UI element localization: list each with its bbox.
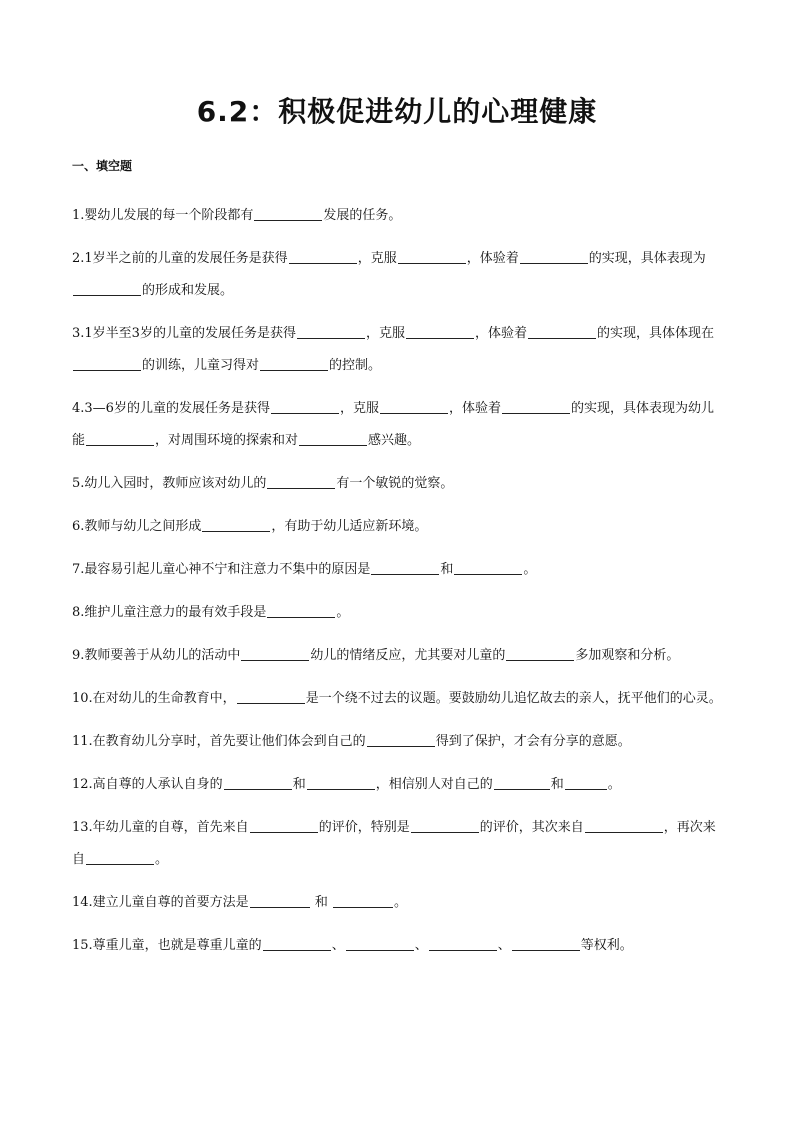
answer-blank[interactable] [367, 732, 435, 747]
question-11: 11.在教育幼儿分享时，首先要让他们体会到自己的 得到了保护，才会有分享的意愿。 [72, 734, 631, 749]
question-2: 2.1岁半之前的儿童的发展任务是获得 ，克服 ，体验着 的实现，具体表现为的形成和发展。 [72, 251, 706, 298]
answer-blank[interactable] [512, 936, 580, 951]
answer-blank[interactable] [297, 324, 365, 339]
answer-blank[interactable] [263, 936, 331, 951]
question-5: 5.幼儿入园时，教师应该对幼儿的 有一个敏锐的觉察。 [72, 476, 454, 491]
question-1: 1.婴幼儿发展的每一个阶段都有 发展的任务。 [72, 208, 402, 223]
question-7: 7.最容易引起儿童心神不宁和注意力不集中的原因是 和 。 [72, 562, 537, 577]
answer-blank[interactable] [254, 206, 322, 221]
answer-blank[interactable] [528, 324, 596, 339]
answer-blank[interactable] [202, 517, 270, 532]
answer-blank[interactable] [267, 603, 335, 618]
question-15: 15.尊重儿童，也就是尊重儿童的 、 、 、 等权利。 [72, 938, 633, 953]
answer-blank[interactable] [333, 893, 393, 908]
answer-blank[interactable] [241, 646, 309, 661]
answer-blank[interactable] [411, 818, 479, 833]
answer-blank[interactable] [406, 324, 474, 339]
question-14: 14.建立儿童自尊的首要方法是 和 。 [72, 895, 407, 910]
answer-blank[interactable] [346, 936, 414, 951]
answer-blank[interactable] [86, 431, 154, 446]
answer-blank[interactable] [307, 775, 375, 790]
answer-blank[interactable] [585, 818, 663, 833]
question-8: 8.维护儿童注意力的最有效手段是 。 [72, 605, 350, 620]
answer-blank[interactable] [271, 399, 339, 414]
answer-blank[interactable] [224, 775, 292, 790]
answer-blank[interactable] [398, 249, 466, 264]
question-4: 4.3—6岁的儿童的发展任务是获得 ，克服 ，体验着 的实现，具体表现为幼儿能 ，对周围环境的探索和对 感兴趣。 [72, 401, 714, 448]
answer-blank[interactable] [565, 775, 607, 790]
answer-blank[interactable] [73, 356, 141, 371]
section-heading: 一、填空题 [72, 159, 133, 173]
answer-blank[interactable] [250, 818, 318, 833]
answer-blank[interactable] [371, 560, 439, 575]
answer-blank[interactable] [502, 399, 570, 414]
question-12: 12.高自尊的人承认自身的 和 ，相信别人对自己的 和 。 [72, 777, 621, 792]
answer-blank[interactable] [73, 281, 141, 296]
answer-blank[interactable] [267, 474, 335, 489]
answer-blank[interactable] [429, 936, 497, 951]
question-list [72, 200, 724, 973]
answer-blank[interactable] [520, 249, 588, 264]
answer-blank[interactable] [494, 775, 550, 790]
question-10: 10.在对幼儿的生命教育中， 是一个绕不过去的议题。要鼓励幼儿追忆故去的亲人，抚平他们的心灵。 [72, 691, 722, 706]
question-13: 13.年幼儿童的自尊，首先来自 的评价，特别是 的评价，其次来自 ，再次来自 。 [72, 820, 716, 867]
answer-blank[interactable] [260, 356, 328, 371]
answer-blank[interactable] [237, 689, 305, 704]
answer-blank[interactable] [250, 893, 310, 908]
question-3: 3.1岁半至3岁的儿童的发展任务是获得 ，克服 ，体验着 的实现，具体体现在的训练，儿童习得对 的控制。 [72, 326, 714, 373]
answer-blank[interactable] [506, 646, 574, 661]
answer-blank[interactable] [289, 249, 357, 264]
answer-blank[interactable] [454, 560, 522, 575]
answer-blank[interactable] [86, 850, 154, 865]
question-6: 6.教师与幼儿之间形成 ，有助于幼儿适应新环境。 [72, 519, 428, 534]
answer-blank[interactable] [380, 399, 448, 414]
page-title: 6.2：积极促进幼儿的心理健康 [196, 95, 598, 128]
question-9: 9.教师要善于从幼儿的活动中 幼儿的情绪反应，尤其要对儿童的 多加观察和分析。 [72, 648, 680, 663]
answer-blank[interactable] [299, 431, 367, 446]
